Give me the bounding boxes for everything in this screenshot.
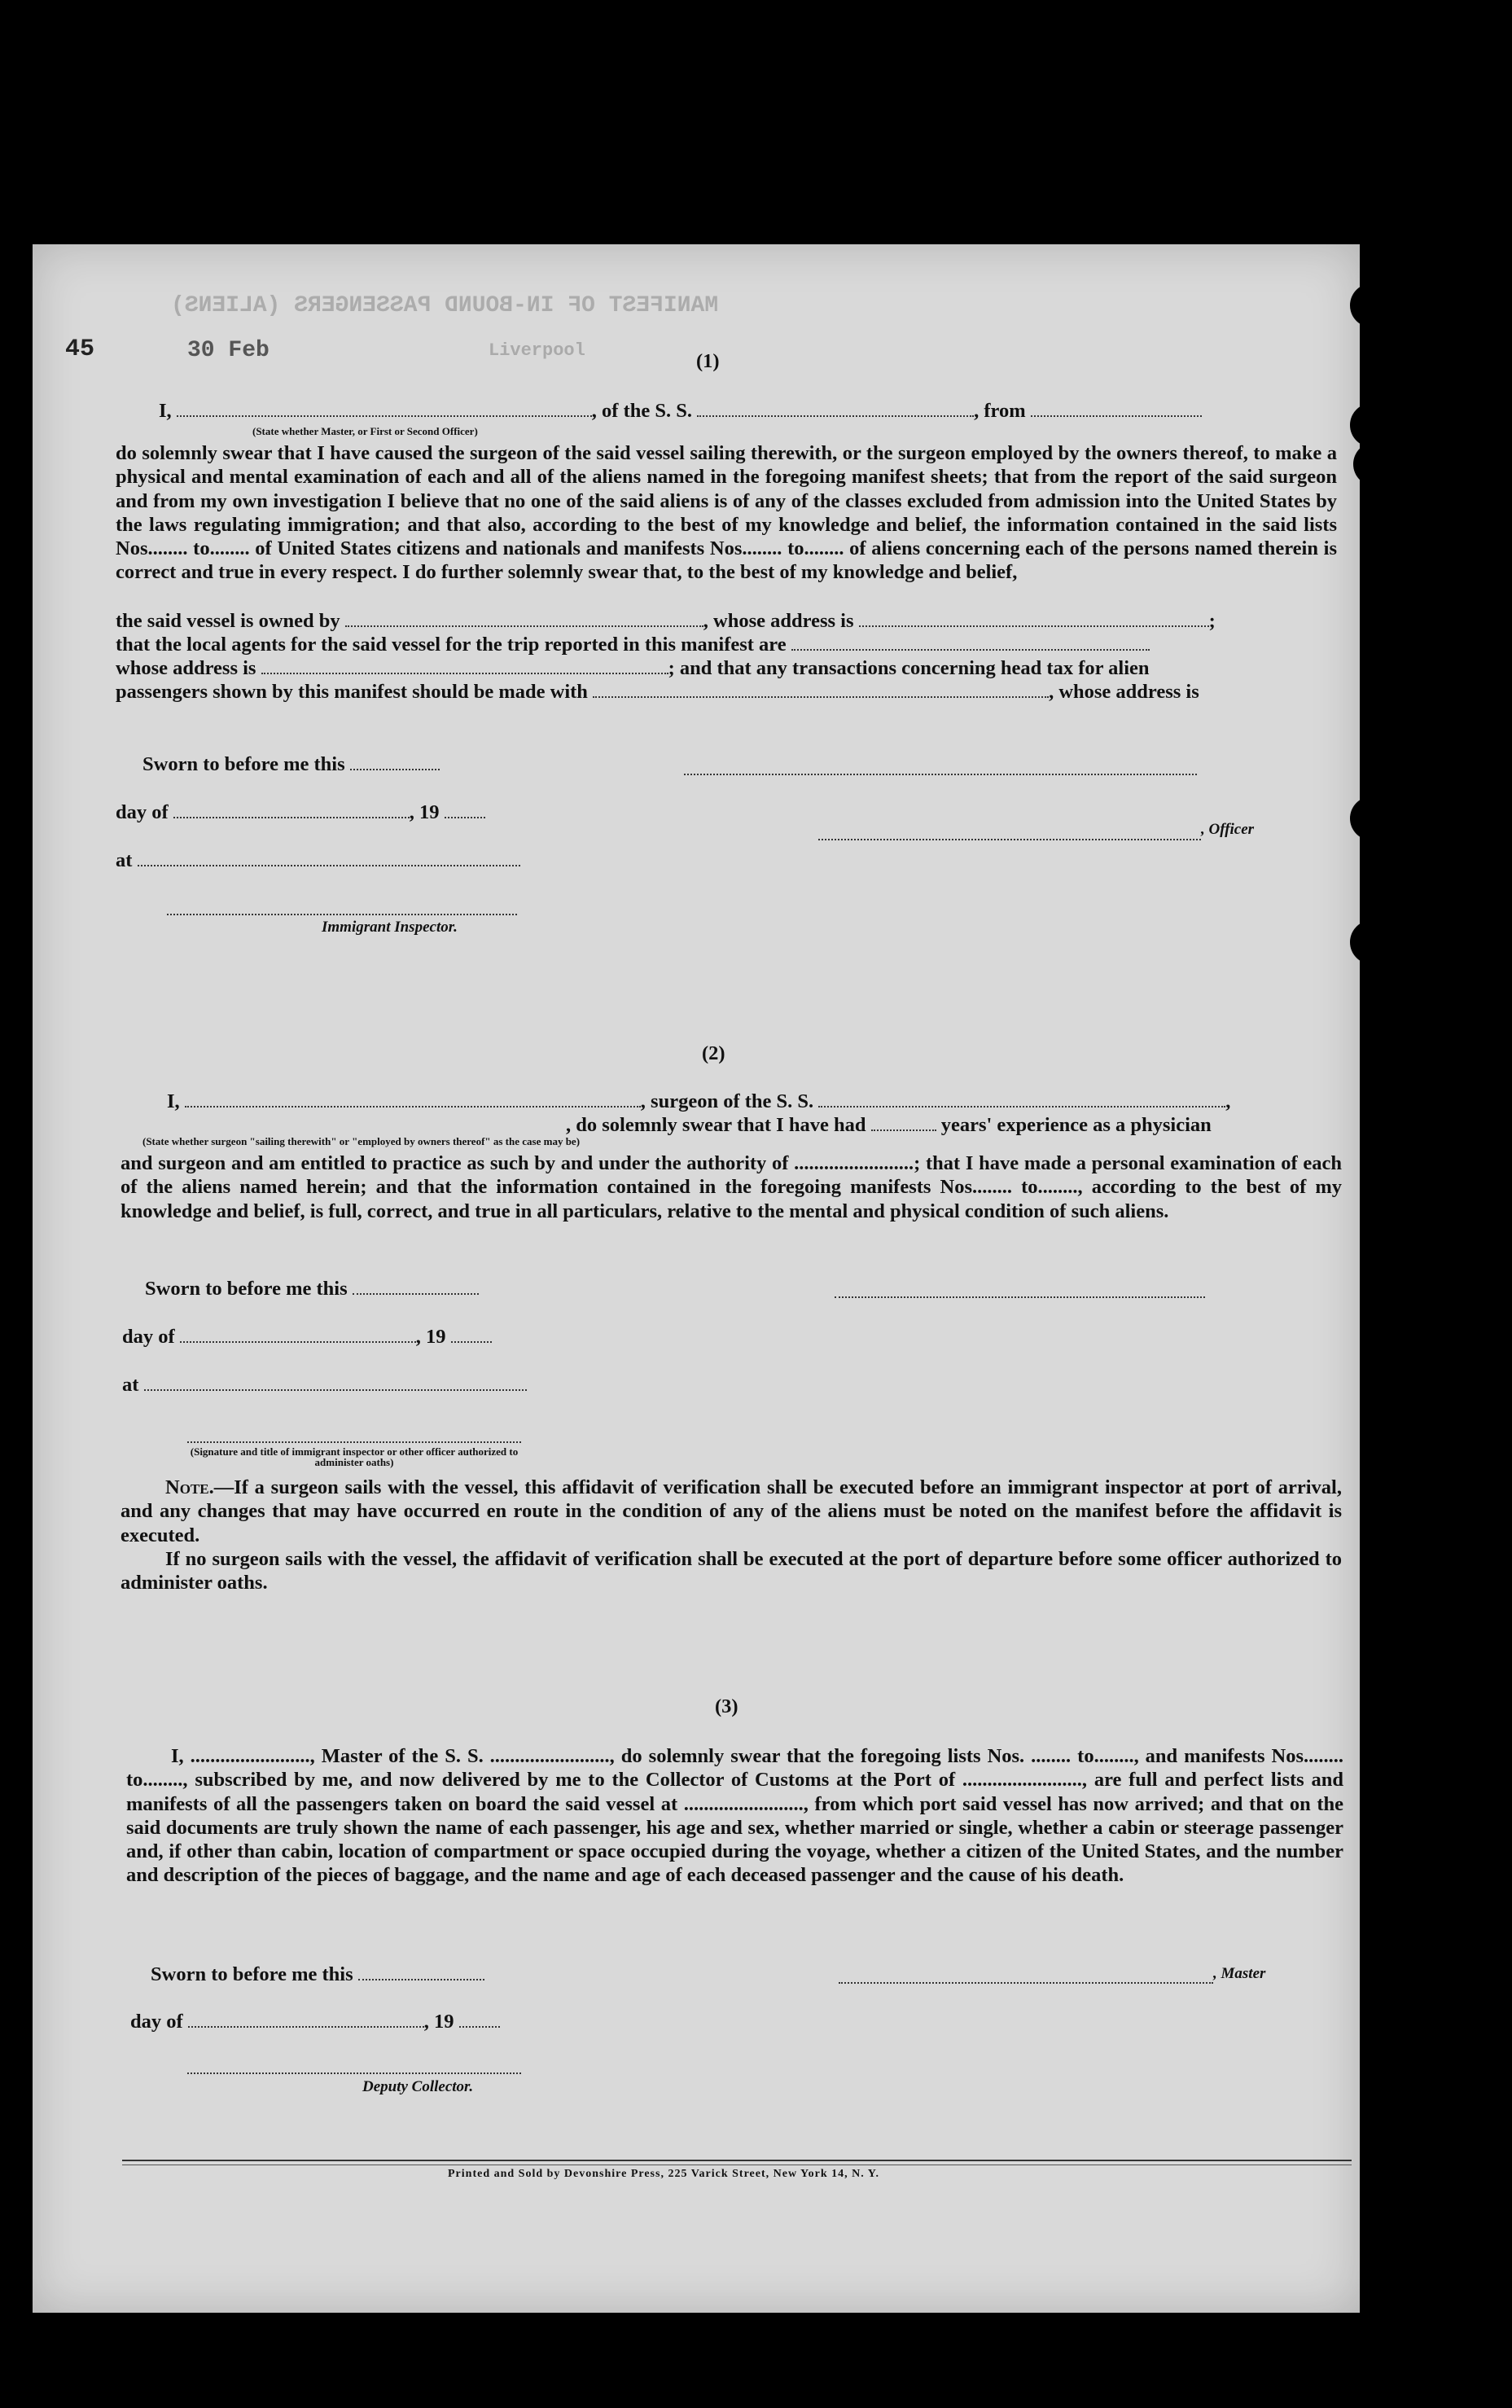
- at-label-1: at: [116, 849, 133, 871]
- day-of-field-2[interactable]: [180, 1325, 416, 1343]
- margin-mark: 45: [65, 336, 95, 363]
- section-1-sworn: [142, 752, 440, 776]
- at-field-1[interactable]: [138, 849, 520, 866]
- year-label-1: , 19: [409, 801, 440, 823]
- surgeon-vessel-field[interactable]: [818, 1090, 1225, 1108]
- stamp-day: 30 Feb: [187, 338, 270, 363]
- punch-hole-7: [1383, 1634, 1427, 1678]
- sworn-label-2: Sworn to before me this: [145, 1278, 348, 1300]
- section-2-at: [122, 1373, 527, 1397]
- punch-hole-4: [1350, 796, 1394, 840]
- sworn-date-field-2[interactable]: [353, 1277, 479, 1295]
- note-heading: Note.: [165, 1476, 214, 1498]
- year-field-2[interactable]: [451, 1325, 492, 1343]
- footer-rule-1: [122, 2160, 1352, 2161]
- surgeon-of-label: , surgeon of the S. S.: [640, 1090, 814, 1112]
- signature-note-2: (Signature and title of immigrant inspector or other officer authorized to administer oaths): [190, 1445, 519, 1468]
- section-2-note: (State whether surgeon "sailing therewith" or "employed by owners thereof" as the case may be): [142, 1135, 581, 1147]
- year-label-3: , 19: [423, 2011, 454, 2033]
- owned-by-label: the said vessel is owned by: [116, 610, 340, 632]
- owned-by-line: the said vessel is owned by , whose address is ;: [116, 610, 1216, 632]
- day-of-field-3[interactable]: [188, 2010, 424, 2028]
- day-of-label-3: day of: [130, 2011, 183, 2033]
- section-2-i: I,: [167, 1090, 180, 1112]
- collector-signature-line[interactable]: [187, 2072, 521, 2074]
- years-experience-label: years' experience as a physician: [940, 1114, 1212, 1136]
- section-1-i: I,: [159, 400, 172, 422]
- day-of-label-2: day of: [122, 1326, 175, 1348]
- punch-hole-3: [1353, 442, 1397, 486]
- section-2-number: (2): [702, 1042, 725, 1064]
- head-tax-label: ; and that any transactions concerning head tax for alien: [668, 657, 1150, 679]
- agent-address-field[interactable]: [261, 656, 668, 674]
- day-of-label-1: day of: [116, 801, 169, 823]
- section-3-sworn: [151, 1963, 484, 1986]
- punch-hole-8: [1383, 1752, 1427, 1796]
- printer-imprint: Printed and Sold by Devonshire Press, 225 Varick Street, New York 14, N. Y.: [448, 2168, 880, 2180]
- day-of-field-1[interactable]: [173, 800, 410, 818]
- sworn-date-field-1[interactable]: [350, 752, 440, 770]
- section-2-paragraph: and surgeon and am entitled to practice as such by and under the authority of ........................; that I have made a personal examination of each of the aliens named herein; and that the information contained in the foregoing manifests Nos........ to........, according to the best of my knowledge and belief, is full, correct, and true in all particulars, relative to the mental and physical condition of such aliens.: [121, 1152, 1342, 1222]
- section-1-at: [116, 849, 520, 872]
- section-2-line2: [566, 1113, 1212, 1137]
- form-sheet: [33, 244, 1360, 2313]
- section-1-from: , from: [974, 400, 1026, 422]
- local-agents-label: that the local agents for the said vessel for the trip reported in this manifest are: [116, 634, 787, 656]
- section-1-paragraph: do solemnly swear that I have caused the surgeon of the said vessel sailing therewith, or the surgeon employed by the owners thereof, to make a physical and mental examination of each and all of the aliens named in the foregoing manifest sheets; that from the report of the said surgeon and from my own investigation I believe that no one of the said aliens is of any of the classes excluded from admission into the United States by the laws regulating immigration; and that also, according to the best of my knowledge and belief, the information contained in the said lists Nos........ to........ of United States citizens and nationals and manifests Nos........ to........ of aliens concerning each of the persons named therein is correct and true in every respect. I do further solemnly swear that, to the best of my knowledge and belief,: [116, 442, 1337, 584]
- section-1-number: (1): [696, 350, 720, 372]
- master-label: , Master: [1213, 1965, 1266, 1982]
- section-1-note: (State whether Master, or First or Second Officer): [252, 425, 478, 437]
- whose-address-label-2: whose address is: [116, 657, 256, 679]
- whose-address-label-1: , whose address is: [703, 610, 854, 632]
- section-3-paragraph: I, ........................, Master of the S. S. ........................, do solemnly swear that the foregoing lists Nos. ........ to........, and manifests Nos........ to........, subscribed by me, and now delivered by me to the Collector of Customs at the Port of ........................, are full and perfect lists and manifests of all the passengers taken on board the said vessel at ........................, from which port said vessel has now arrived; and that on the said documents are truly shown the name of each passenger, his age and sex, whether married or single, whether a cabin or steerage passenger and, if other than cabin, location of compartment or space occupied during the voyage, whether a citizen of the United States, and the number and description of the pieces of baggage, and the name and age of each deceased passenger and the cause of his death.: [126, 1745, 1343, 1887]
- officer-signature-line[interactable]: [818, 839, 1201, 840]
- officer-label: , Officer: [1201, 821, 1255, 838]
- master-signature-line[interactable]: [839, 1982, 1213, 1984]
- local-agents-field[interactable]: [791, 633, 1150, 651]
- section-1-line1: [159, 399, 1202, 423]
- passengers-line: [116, 680, 1199, 704]
- surgeon-note: [121, 1476, 1342, 1547]
- punch-hole-1: [1350, 283, 1394, 327]
- whose-address-label-3: , whose address is: [1049, 681, 1199, 703]
- section-1-day-of: [116, 800, 485, 824]
- year-field-3[interactable]: [459, 2010, 500, 2028]
- signature-line-1: [684, 774, 1197, 775]
- do-swear-label: , do solemnly swear that I have had: [566, 1114, 866, 1136]
- punch-hole-2: [1350, 403, 1394, 447]
- year-field-1[interactable]: [445, 800, 485, 818]
- inspector-signature-line-2[interactable]: [187, 1441, 521, 1443]
- sworn-date-field-3[interactable]: [358, 1963, 484, 1980]
- year-label-2: , 19: [415, 1326, 446, 1348]
- head-tax-agent-field[interactable]: [593, 680, 1049, 698]
- whose-address-line: [116, 656, 1150, 680]
- faint-header-title: MANIFEST OF IN-BOUND PASSENGERS (ALIENS): [171, 293, 719, 318]
- section-2-day-of: [122, 1325, 492, 1349]
- vessel-name-field[interactable]: [697, 399, 974, 417]
- surgeon-note-2: If no surgeon sails with the vessel, the affidavit of verification shall be executed at the port of departure before some officer authorized to administer oaths.: [121, 1548, 1342, 1594]
- surgeon-name-field[interactable]: [185, 1090, 641, 1108]
- owner-address-field[interactable]: [859, 609, 1209, 627]
- at-label-2: at: [122, 1374, 139, 1396]
- section-3-number: (3): [715, 1695, 738, 1717]
- stamp-vessel: Liverpool: [489, 340, 585, 361]
- sworn-label-1: Sworn to before me this: [142, 753, 345, 775]
- sworn-label-3: Sworn to before me this: [151, 1963, 353, 1985]
- officer-name-field[interactable]: [177, 399, 592, 417]
- deputy-collector-label: Deputy Collector.: [362, 2078, 474, 2095]
- years-field[interactable]: [871, 1113, 936, 1131]
- inspector-signature-line[interactable]: [167, 914, 517, 915]
- punch-hole-11: [1383, 2256, 1427, 2300]
- port-from-field[interactable]: [1031, 399, 1202, 417]
- section-2-sworn: [145, 1277, 479, 1300]
- section-3-day-of: [130, 2010, 500, 2033]
- owner-field[interactable]: [345, 609, 703, 627]
- passengers-label: passengers shown by this manifest should be made with: [116, 681, 588, 703]
- punch-hole-6: [1383, 1300, 1427, 1344]
- section-2-line1: I, , surgeon of the S. S. ,: [167, 1090, 1231, 1112]
- section-1-of-ss: , of the S. S.: [591, 400, 692, 422]
- at-field-2[interactable]: [144, 1373, 527, 1391]
- surgeon-signature-line[interactable]: [835, 1296, 1205, 1298]
- local-agents-line: [116, 633, 1150, 656]
- note-text: —If a surgeon sails with the vessel, this affidavit of verification shall be executed before an immigrant inspector at port of arrival, and any changes that may have occurred en route in the condition of any of the aliens must be noted on the manifest before the affidavit is executed.: [121, 1476, 1342, 1546]
- punch-hole-10: [1383, 2151, 1427, 2195]
- punch-hole-5: [1350, 920, 1394, 964]
- immigrant-inspector-label: Immigrant Inspector.: [322, 919, 458, 936]
